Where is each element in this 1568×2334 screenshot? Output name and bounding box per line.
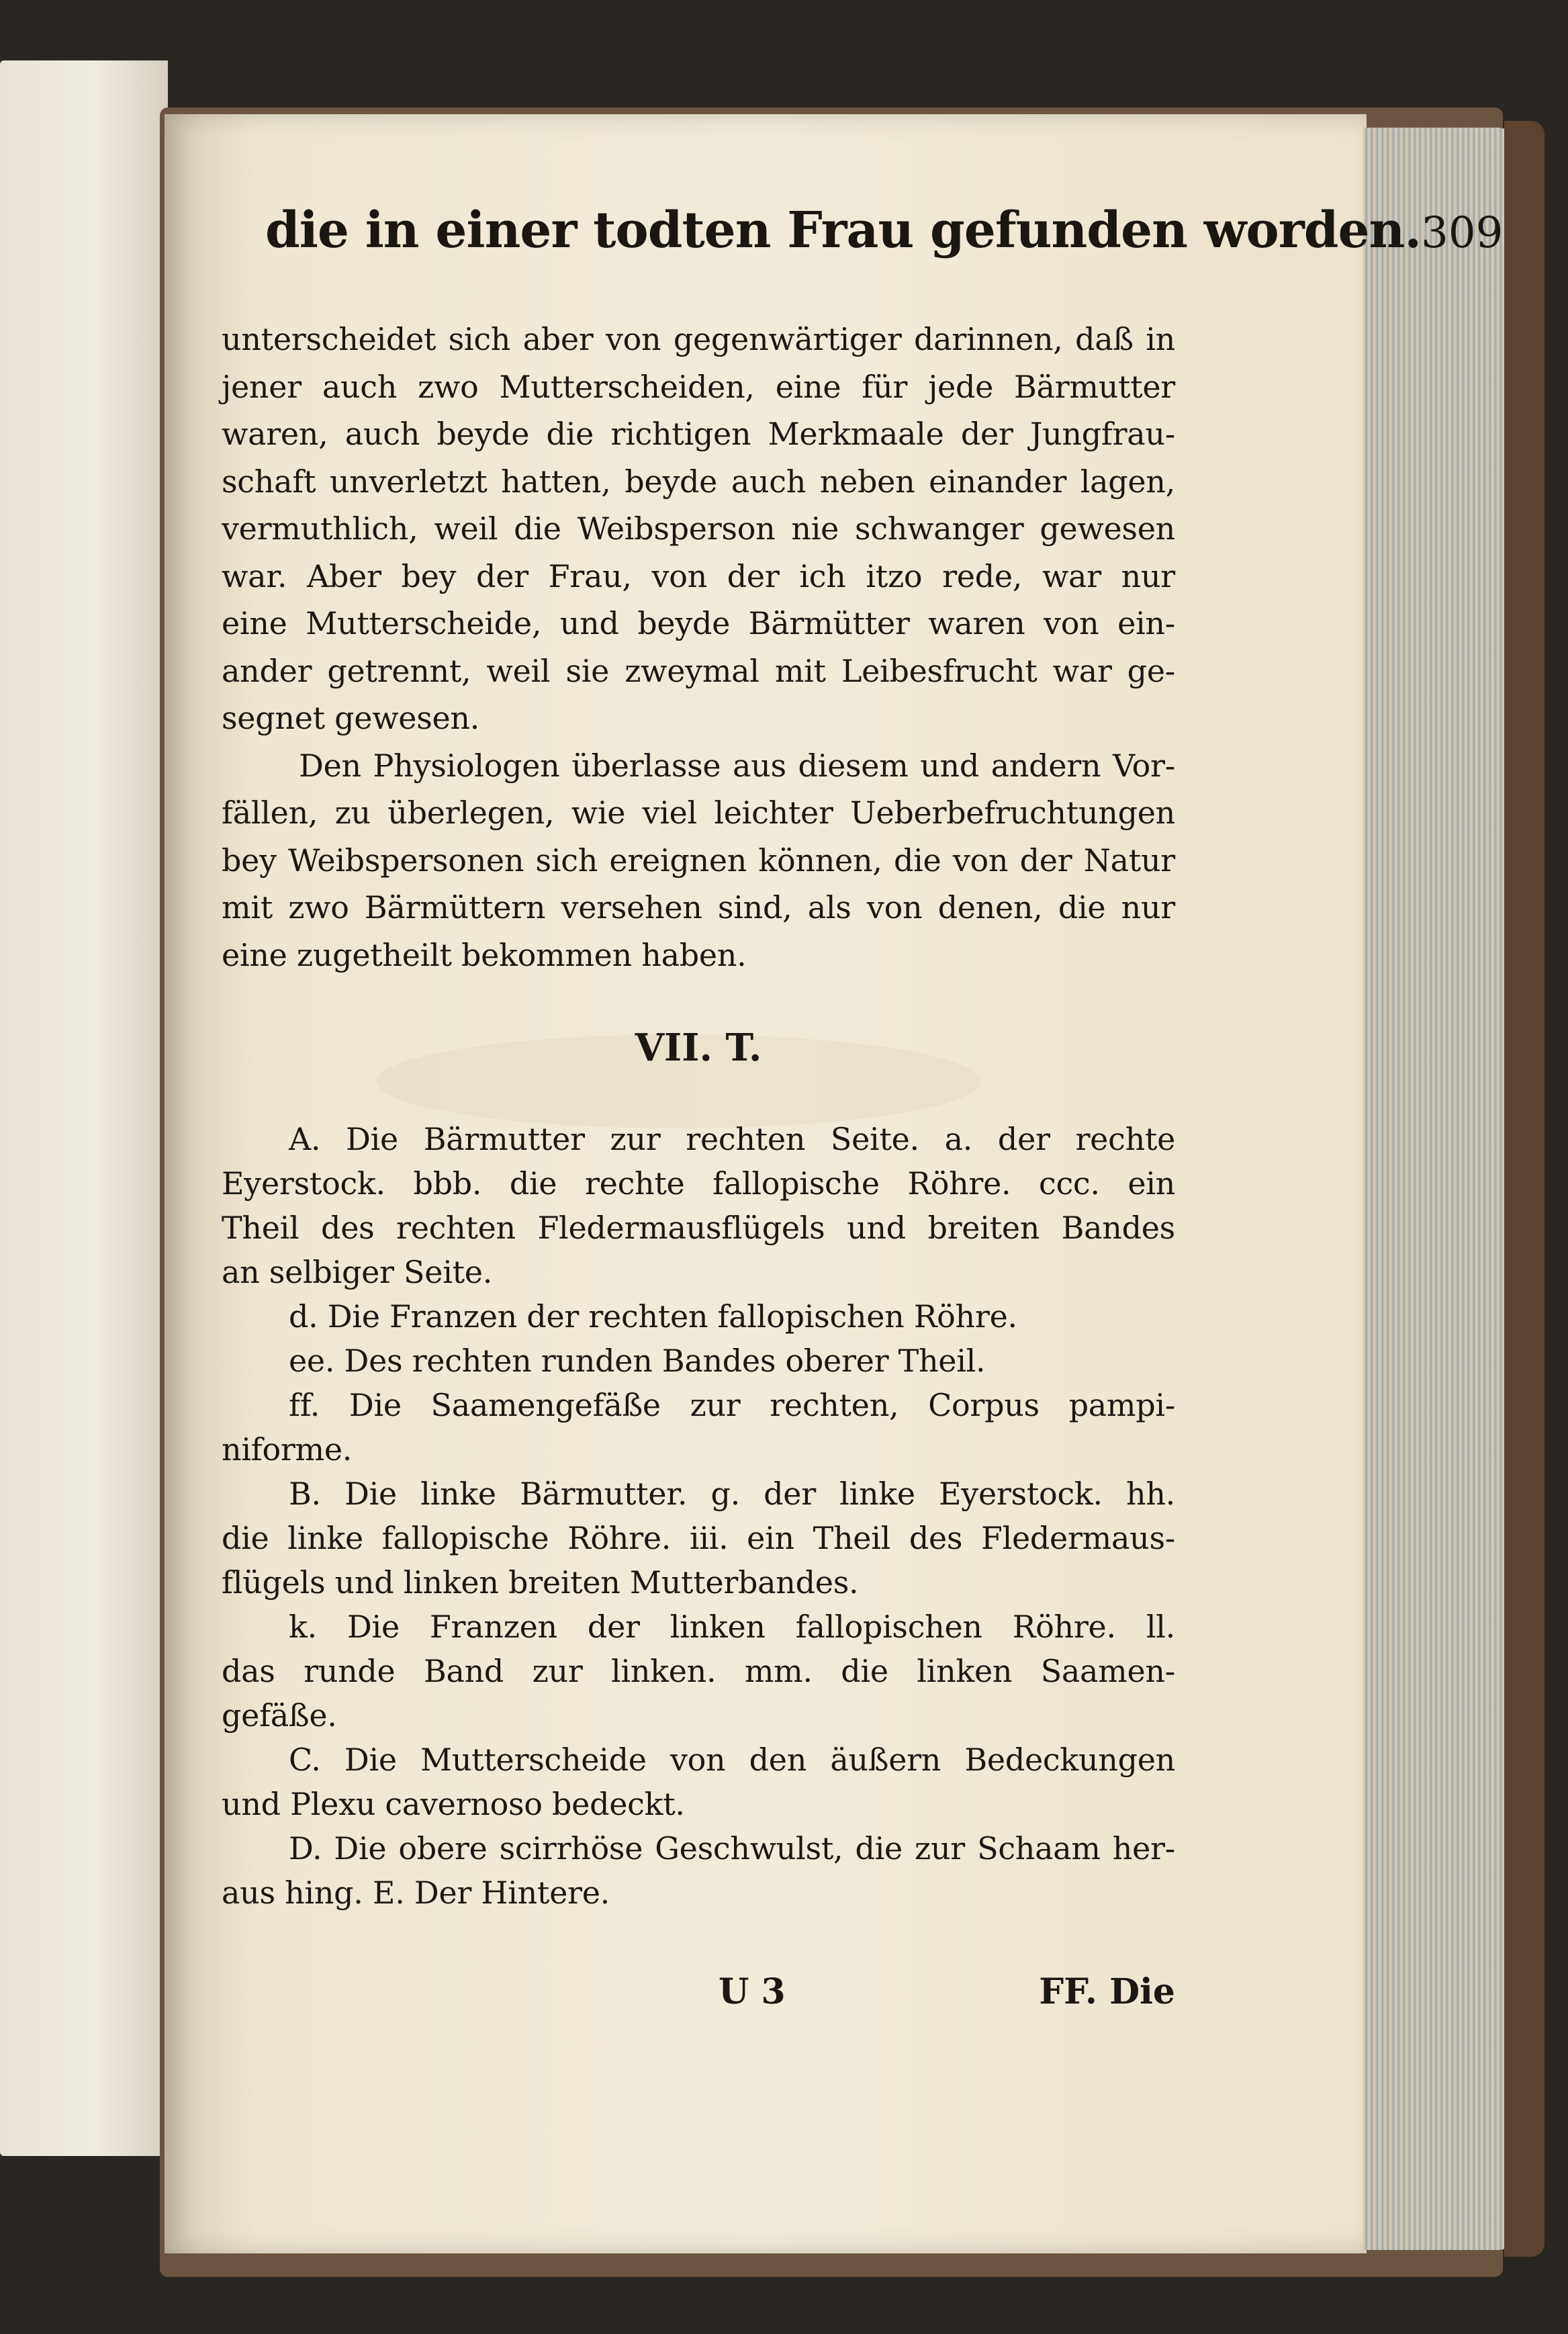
legend-line: A. Die Bärmutter zur rechten Seite. a. der rechte bbox=[289, 1121, 1175, 1157]
paragraph-1 bbox=[222, 316, 1175, 742]
legend-line: und Plexu cavernoso bedeckt. bbox=[222, 1786, 685, 1822]
legend-line: k. Die Franzen der linken fallopischen Röhre. ll. bbox=[289, 1609, 1175, 1645]
legend-line: niforme. bbox=[222, 1431, 353, 1468]
legend-line: C. Die Mutterscheide von den äußern Bedeckungen bbox=[289, 1742, 1175, 1778]
legend-line: B. Die linke Bärmutter. g. der linke Eyerstock. hh. bbox=[289, 1476, 1175, 1512]
text-line: ander getrennt, weil sie zweymal mit Leibesfrucht war ge- bbox=[222, 652, 1175, 689]
text-line: vermuthlich, weil die Weibsperson nie schwanger gewesen bbox=[222, 510, 1175, 547]
legend-line: ee. Des rechten runden Bandes oberer Theil. bbox=[289, 1343, 986, 1379]
left-page-edge bbox=[0, 60, 168, 2156]
legend-line: ff. Die Saamengefäße zur rechten, Corpus pampi- bbox=[289, 1387, 1175, 1423]
body-text bbox=[222, 316, 1175, 1915]
legend-line: D. Die obere scirrhöse Geschwulst, die zur Schaam her- bbox=[289, 1830, 1175, 1867]
running-head: die in einer todten Frau gefunden worden. bbox=[265, 201, 1422, 259]
legend-line: das runde Band zur linken. mm. die linken Saamen- bbox=[222, 1653, 1175, 1689]
signature-mark: U 3 bbox=[719, 1971, 786, 2012]
legend-line: flügels und linken breiten Mutterbandes. bbox=[222, 1564, 859, 1601]
legend-line: Eyerstock. bbb. die rechte fallopische Röhre. ccc. ein bbox=[222, 1165, 1175, 1202]
catchword: FF. Die bbox=[1039, 1971, 1175, 2012]
text-line: mit zwo Bärmüttern versehen sind, als von denen, die nur bbox=[222, 889, 1175, 926]
legend-line: an selbiger Seite. bbox=[222, 1254, 493, 1290]
text-line: eine zugetheilt bekommen haben. bbox=[222, 936, 747, 973]
legend-line: gefäße. bbox=[222, 1697, 337, 1734]
legend-line: Theil des rechten Fledermausflügels und breiten Bandes bbox=[222, 1210, 1175, 1246]
legend-line: d. Die Franzen der rechten fallopischen Röhre. bbox=[289, 1298, 1017, 1335]
text-line: bey Weibspersonen sich ereignen können, die von der Natur bbox=[222, 842, 1175, 879]
text-line: eine Mutterscheide, und beyde Bärmütter waren von ein- bbox=[222, 605, 1175, 641]
page-footer bbox=[719, 1971, 1175, 2025]
plate-legend bbox=[222, 1117, 1175, 1915]
page-header bbox=[265, 201, 1504, 289]
plate-heading: VII. T. bbox=[635, 1026, 762, 1070]
page-fore-edge bbox=[1363, 128, 1518, 2250]
text-line: jener auch zwo Mutterscheiden, eine für jede Bärmutter bbox=[222, 368, 1175, 405]
page-number: 309 bbox=[1421, 208, 1504, 258]
paragraph-2 bbox=[222, 742, 1175, 979]
text-line: segnet gewesen. bbox=[222, 700, 480, 736]
legend-line: die linke fallopische Röhre. iii. ein Theil des Fledermaus- bbox=[222, 1520, 1175, 1556]
text-line: waren, auch beyde die richtigen Merkmaale der Jungfrau- bbox=[222, 416, 1175, 452]
text-line: unterscheidet sich aber von gegenwärtiger darinnen, daß in bbox=[222, 321, 1175, 357]
legend-line: aus hing. E. Der Hintere. bbox=[222, 1875, 610, 1911]
book-binding bbox=[1504, 121, 1544, 2257]
text-line: fällen, zu überlegen, wie viel leichter Ueberbefruchtungen bbox=[222, 795, 1175, 831]
text-line: schaft unverletzt hatten, beyde auch neben einander lagen, bbox=[222, 463, 1175, 500]
text-line: war. Aber bey der Frau, von der ich itzo rede, war nur bbox=[222, 557, 1175, 594]
text-line: Den Physiologen überlasse aus diesem und andern Vor- bbox=[299, 747, 1175, 784]
